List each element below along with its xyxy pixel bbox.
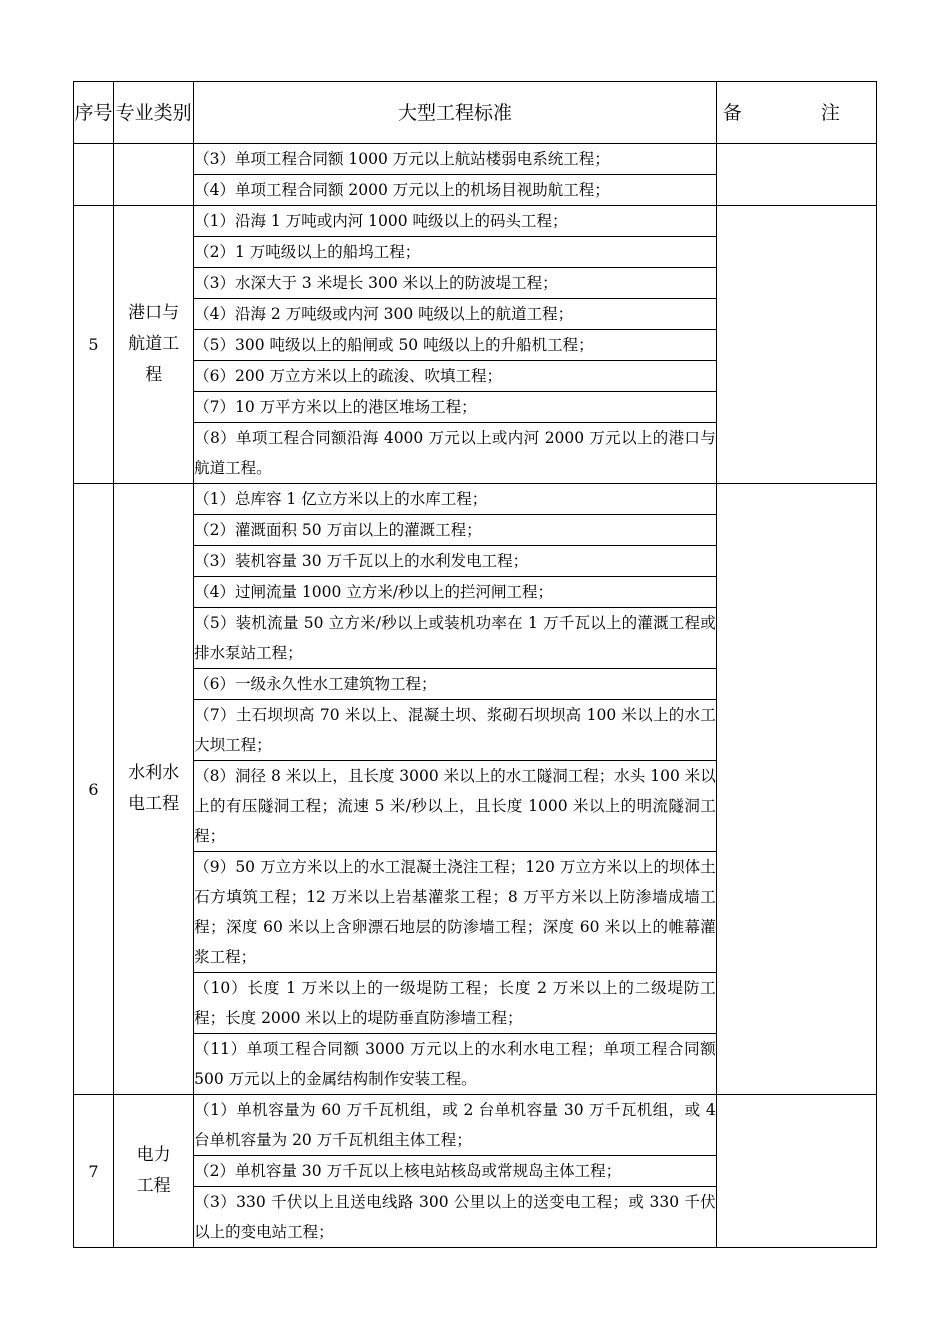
standard-item: （4）单项工程合同额 2000 万元以上的机场目视助航工程；	[194, 175, 717, 206]
standard-item: （3）水深大于 3 米堤长 300 米以上的防波堤工程；	[194, 268, 717, 299]
header-note: 备 注	[716, 82, 876, 144]
note-cell	[716, 1095, 876, 1248]
standard-item: （3）单项工程合同额 1000 万元以上航站楼弱电系统工程；	[194, 144, 717, 175]
header-category: 专业类别	[114, 82, 194, 144]
note-cell	[716, 484, 876, 1095]
standard-item: （8）洞径 8 米以上，且长度 3000 米以上的水工隧洞工程；水头 100 米以上的有压隧洞工程；流速 5 米/秒以上，且长度 1000 米以上的明流隧洞工程；	[194, 761, 717, 852]
standard-item: （5）装机流量 50 立方米/秒以上或装机功率在 1 万千瓦以上的灌溉工程或排水泵站工程；	[194, 608, 717, 669]
note-cell	[716, 206, 876, 484]
standard-item: （2）1 万吨级以上的船坞工程；	[194, 237, 717, 268]
standard-item: （5）300 吨级以上的船闸或 50 吨级以上的升船机工程；	[194, 330, 717, 361]
standard-item: （7）土石坝坝高 70 米以上、混凝土坝、浆砌石坝坝高 100 米以上的水工大坝工程；	[194, 700, 717, 761]
standard-item: （3）装机容量 30 万千瓦以上的水利发电工程；	[194, 546, 717, 577]
standard-item: （1）沿海 1 万吨或内河 1000 吨级以上的码头工程；	[194, 206, 717, 237]
table-row	[74, 206, 877, 237]
row-category	[114, 144, 194, 206]
standard-item: （2）单机容量 30 万千瓦以上核电站核岛或常规岛主体工程；	[194, 1156, 717, 1187]
standard-item: （9）50 万立方米以上的水工混凝土浇注工程；120 万立方米以上的坝体土石方填筑工程；12 万米以上岩基灌浆工程；8 万平方米以上防渗墙成墙工程；深度 60 米以上含卵漂石地层的防渗墙工程；深度 60 米以上的帷幕灌浆工程；	[194, 852, 717, 973]
row-category: 水利水电工程	[114, 484, 194, 1095]
row-no: 6	[74, 484, 114, 1095]
table-row	[74, 144, 877, 175]
row-category: 港口与航道工程	[114, 206, 194, 484]
table-row	[74, 1095, 877, 1156]
standard-item: （8）单项工程合同额沿海 4000 万元以上或内河 2000 万元以上的港口与航道工程。	[194, 423, 717, 484]
row-category: 电力工程	[114, 1095, 194, 1248]
standard-item: （2）灌溉面积 50 万亩以上的灌溉工程；	[194, 515, 717, 546]
standard-item: （6）一级永久性水工建筑物工程；	[194, 669, 717, 700]
header-standard: 大型工程标准	[194, 82, 717, 144]
engineering-standards-table	[73, 81, 877, 1248]
standard-item: （1）总库容 1 亿立方米以上的水库工程；	[194, 484, 717, 515]
standard-item: （1）单机容量为 60 万千瓦机组，或 2 台单机容量 30 万千瓦机组，或 4 台单机容量为 20 万千瓦机组主体工程；	[194, 1095, 717, 1156]
header-row	[74, 82, 877, 144]
row-no: 7	[74, 1095, 114, 1248]
standard-item: （4）沿海 2 万吨级或内河 300 吨级以上的航道工程；	[194, 299, 717, 330]
note-cell	[716, 144, 876, 206]
standard-item: （6）200 万立方米以上的疏浚、吹填工程；	[194, 361, 717, 392]
header-no: 序号	[74, 82, 114, 144]
standard-item: （4）过闸流量 1000 立方米/秒以上的拦河闸工程；	[194, 577, 717, 608]
standard-item: （10）长度 1 万米以上的一级堤防工程；长度 2 万米以上的二级堤防工程；长度 2000 米以上的堤防垂直防渗墙工程；	[194, 973, 717, 1034]
standard-item: （7）10 万平方米以上的港区堆场工程；	[194, 392, 717, 423]
standard-item: （11）单项工程合同额 3000 万元以上的水利水电工程；单项工程合同额 500 万元以上的金属结构制作安装工程。	[194, 1034, 717, 1095]
row-no: 5	[74, 206, 114, 484]
row-no	[74, 144, 114, 206]
standard-item: （3）330 千伏以上且送电线路 300 公里以上的送变电工程；或 330 千伏以上的变电站工程；	[194, 1187, 717, 1248]
table-row	[74, 484, 877, 515]
